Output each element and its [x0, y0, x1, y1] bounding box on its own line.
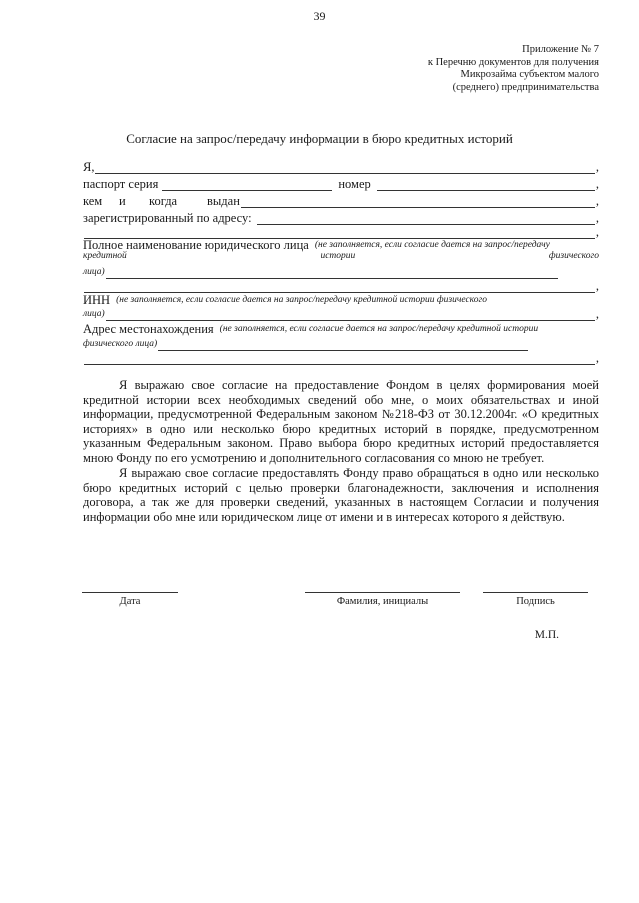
kogda-label: когда	[149, 194, 178, 208]
stamp-placeholder: М.П.	[534, 629, 559, 641]
registration-address-field[interactable]	[257, 213, 595, 225]
consent-paragraph-2: Я выражаю свое согласие предоставлять Фонду право обращаться в одно или несколько бюро кредитных историй с целью проверки благонадежности, заключения и исполнения договора, а так же для проверки сведений, указанных в настоящем Согласии и получения информации обо мне или юридическом лице от имени и в интересах которого я действую.	[83, 466, 599, 524]
appendix-line: (среднего) предпринимательства	[452, 81, 599, 93]
inn-field-row	[83, 307, 599, 321]
comma: ,	[595, 194, 599, 208]
appendix-line: Приложение № 7	[522, 44, 599, 55]
comma: ,	[595, 160, 599, 174]
passport-row	[83, 177, 599, 191]
address-note-end: физического лица)	[83, 339, 158, 349]
full-name-field[interactable]	[95, 162, 594, 174]
name-block	[305, 591, 460, 607]
signature-caption: Подпись	[516, 596, 555, 607]
inn-note: (не заполняется, если согласие дается на запрос/передачу кредитной истории физического	[116, 295, 487, 305]
registration-row-2	[83, 225, 599, 239]
legal-name-field[interactable]	[106, 267, 558, 279]
address-field-row	[83, 337, 529, 351]
appendix-line: к Перечню документов для получения	[427, 56, 599, 68]
legal-name-note-end: лица)	[83, 267, 105, 277]
appendix-header	[428, 44, 599, 94]
comma: ,	[595, 177, 599, 191]
legal-name-field-2[interactable]	[84, 281, 595, 293]
address-row	[83, 322, 599, 336]
passport-series-label: паспорт серия	[83, 177, 159, 191]
inn-note-end: лица)	[83, 309, 105, 319]
address-note: (не заполняется, если согласие дается на запрос/передачу кредитной истории	[219, 324, 539, 334]
note-word: физического	[548, 251, 599, 261]
legal-name-field-row	[83, 265, 559, 279]
ya-label: Я,	[83, 160, 95, 174]
signature-block	[483, 591, 588, 607]
registration-row	[83, 211, 599, 225]
vydan-label: выдан	[207, 194, 240, 208]
legal-name-row-2	[83, 279, 599, 293]
document-title: Согласие на запрос/передачу информации в бюро кредитных историй	[126, 131, 513, 146]
address-field-2[interactable]	[84, 353, 595, 365]
address-label: Адрес местонахождения	[83, 322, 214, 336]
address-field[interactable]	[158, 339, 528, 351]
legal-name-label: Полное наименование юридического лица	[83, 238, 309, 252]
note-word: кредитной	[83, 251, 127, 261]
date-block	[82, 591, 178, 607]
comma: ,	[595, 225, 599, 239]
name-row	[83, 160, 599, 174]
inn-label: ИНН	[83, 293, 111, 307]
kem-label: кем	[83, 194, 103, 208]
passport-number-field[interactable]	[377, 179, 595, 191]
legal-name-note: (не заполняется, если согласие дается на запрос/передачу	[314, 240, 550, 250]
comma: ,	[595, 351, 599, 365]
passport-number-label: номер	[338, 177, 371, 191]
registered-label: зарегистрированный по адресу:	[83, 211, 252, 225]
name-caption: Фамилия, инициалы	[336, 596, 429, 607]
signature-line[interactable]	[483, 591, 588, 593]
inn-row	[83, 293, 599, 307]
appendix-line: Микрозайма субъектом малого	[460, 69, 599, 81]
date-caption: Дата	[119, 596, 141, 607]
comma: ,	[595, 211, 599, 225]
note-word: истории	[320, 251, 356, 261]
consent-paragraph-1: Я выражаю свое согласие на предоставление Фондом в целях формирования моей кредитной истории всех необходимых сведений обо мне, о моих обязательствах и иной информации, предусмотренной Федеральным законом №218-ФЗ от 30.12.2004г. «О кредитных историях» в одно или несколько бюро кредитных историй в порядке, предусмотренном указанным Федеральным законом. Право выбора бюро кредитных историй предоставляется мною Фонду по его усмотрению и дополнительного согласования со мною не требует.	[83, 378, 599, 465]
issued-row	[83, 194, 599, 208]
comma: ,	[595, 307, 599, 321]
date-line[interactable]	[82, 591, 178, 593]
issued-by-field[interactable]	[241, 196, 595, 208]
legal-name-row	[83, 238, 599, 252]
passport-series-field[interactable]	[162, 179, 332, 191]
page-number: 39	[313, 9, 326, 23]
address-row-2	[83, 351, 599, 365]
name-line[interactable]	[305, 591, 460, 593]
comma: ,	[595, 279, 599, 293]
i-label: и	[119, 194, 126, 208]
legal-name-note-row	[83, 251, 599, 261]
inn-field[interactable]	[106, 309, 595, 321]
